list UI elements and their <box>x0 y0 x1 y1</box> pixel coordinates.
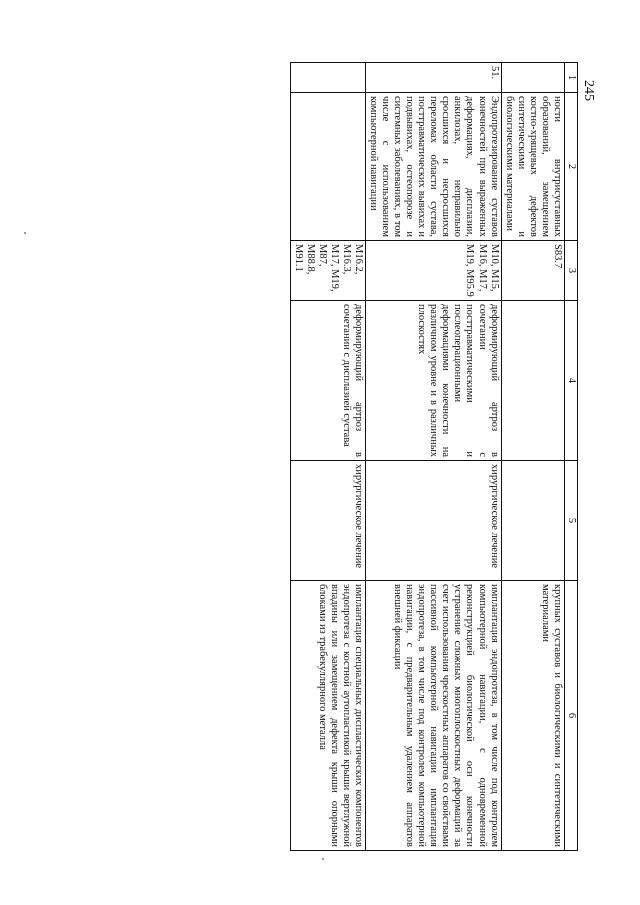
row-number <box>501 63 564 93</box>
table-row <box>365 63 501 851</box>
treatment-type <box>501 461 564 581</box>
header-cell: 1 <box>564 63 577 93</box>
header-cell: 5 <box>564 461 577 581</box>
table-row <box>290 63 365 851</box>
header-cell: 3 <box>564 241 577 301</box>
icd-codes: M16.2, M16.3, M17, M19, M87, M88.8, M91.1 <box>290 241 365 301</box>
patient-model: деформирующий артроз в сочетании с посттравматическими и послеоперационными деформациями конечности на различном уровне и в различных плоскостях <box>365 301 501 461</box>
row-number <box>290 63 365 93</box>
scan-speck <box>322 858 324 860</box>
scan-speck <box>24 232 26 234</box>
treatment-method: крупных суставов и биологическими и синтетическими материалами <box>501 581 564 851</box>
rotated-table-wrapper <box>113 62 578 850</box>
table-row <box>501 63 564 851</box>
care-type-name <box>290 93 365 241</box>
patient-model: деформирующий артроз в сочетании с дисплазией сустава <box>290 301 365 461</box>
icd-codes: S83.7 <box>501 241 564 301</box>
medical-care-table <box>290 62 578 851</box>
header-cell: 2 <box>564 93 577 241</box>
icd-codes: M10, M15, M16, M17, M19, M95.9 <box>365 241 501 301</box>
header-cell: 6 <box>564 581 577 851</box>
treatment-method: имплантация специальных диспластических компонентов эндопротеза с костной аутопластикой крыши вертлужной впадины или замещением дефекта крыши опорными блоками из трабекуллярного металла <box>290 581 365 851</box>
treatment-method: имплантация эндопротеза, в том числе под контролем компьютерной навигации, с одновременной реконструкцией биологической оси конечности устранение сложных многоплоскостных деформаций за счет использования чрескостных аппаратов со свойствами пассивной компьютерной навигации имплантация эндопротеза, в том числе под контролем компьютерной навигации, с предварительным удалением аппаратов внешней фиксации <box>365 581 501 851</box>
patient-model <box>501 301 564 461</box>
treatment-type: хирургическое лечение <box>365 461 501 581</box>
row-number: 51. <box>365 63 501 93</box>
table-header-row <box>564 63 577 851</box>
treatment-type: хирургическое лечение <box>290 461 365 581</box>
care-type-name: Эндопротезирование суставов конечностей при выраженных деформациях, дисплазии, анкилозах, неправильно сросшихся и несросшихся переломах области сустава, посттравматических вывихах и подвывихах, остеопорозе и системных заболеваниях, в том числе с использованием компьютерной навигации <box>365 93 501 241</box>
header-cell: 4 <box>564 301 577 461</box>
page-number: 245 <box>581 80 596 101</box>
care-type-name: ности внутрисуставных образований, замещением костно-хрящевых дефектов синтетическими и биологическими материалами <box>501 93 564 241</box>
